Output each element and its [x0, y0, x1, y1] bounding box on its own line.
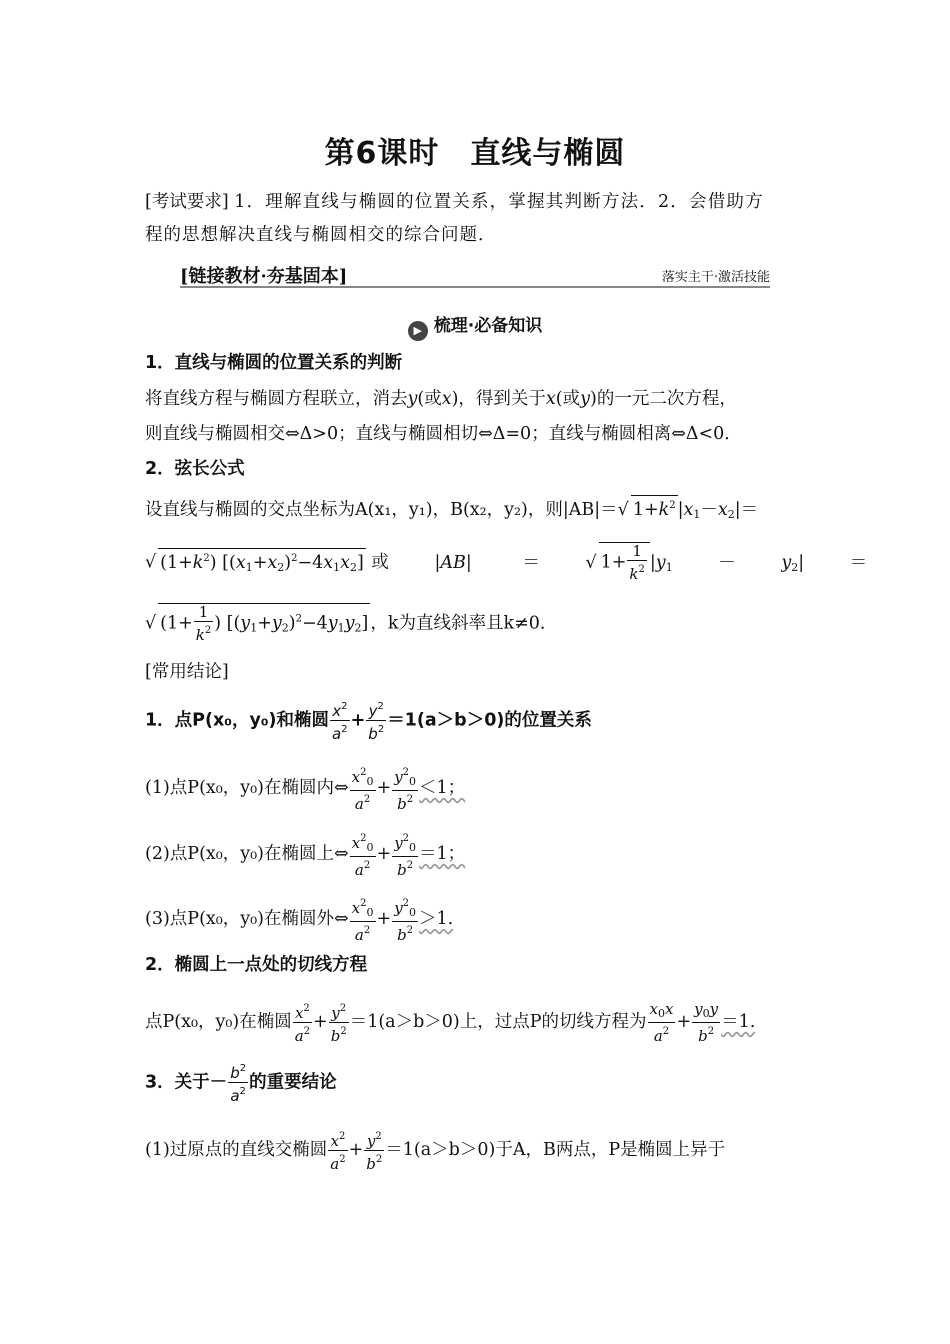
c1-item-2: (2)点P(x₀，y₀)在椭圆上⇔ $\frac{x^2_0}{a^2}$ + $\frac{y^2_0}{b^2}$ ＝1；: [145, 830, 465, 879]
c1-line: 1．点P(x₀，y₀)和椭圆 $\frac{x^2}{a^2}$ + $\frac{y^2}{b^2}$ ＝1(a＞b＞0)的位置关系: [145, 698, 592, 743]
section-heading-text: 梳理·必备知识: [433, 316, 543, 336]
c1-item-1: (1)点P(x₀，y₀)在椭圆内⇔ $\frac{x^2_0}{a^2}$ + $\frac{y^2_0}{b^2}$ ＜1；: [145, 764, 465, 813]
s1-line-2: 则直线与椭圆相交⇔Δ>0；直线与椭圆相切⇔Δ=0；直线与椭圆相离⇔Δ<0．: [145, 424, 742, 444]
r1-text: (1)过原点的直线交椭圆: [145, 1140, 328, 1160]
banner-left: [链接教材·夯基固本]: [180, 266, 348, 287]
s2-line-1-text: 设直线与椭圆的交点坐标为A(x₁，y₁)，B(x₂，y₂)，则|AB|＝: [145, 500, 618, 520]
requirements-text-1: 1．理解直线与椭圆的位置关系，掌握其判断方法．2．会借助方: [234, 192, 764, 212]
banner-rule: [180, 286, 770, 288]
s2-tail: ，k为直线斜率且k≠0．: [370, 613, 558, 634]
c2-heading: 2．椭圆上一点处的切线方程: [145, 955, 368, 975]
page-title: 第6课时 直线与椭圆: [324, 136, 626, 171]
p1-text: (1)点P(x₀，y₀)在椭圆内⇔: [145, 778, 349, 798]
p3-text: (3)点P(x₀，y₀)在椭圆外⇔: [145, 909, 349, 929]
s1-line-1b: ，得到关于: [458, 389, 546, 409]
s1-line-1: 将直线方程与椭圆方程联立，消去y(或x)，得到关于x(或y)的一元二次方程，: [145, 389, 737, 409]
c3-text-b: 的重要结论: [249, 1072, 337, 1093]
s2-heading: 2．弦长公式: [145, 459, 245, 479]
c2-line: 点P(x₀，y₀)在椭圆 $\frac{x^2}{a^2}$ + $\frac{y^2}{b^2}$ ＝1(a＞b＞0)上，过点P的切线方程为 $\frac{x_0x}{a^2}$ + $\frac{y_0y}{b^2}$ ＝1.: [145, 999, 756, 1045]
s2-line-3: √ (1+ $\frac{1}{k^2}$ ) $[(y_1+y_2)^2-4y_1y_2]$ ，k为直线斜率且k≠0．: [145, 603, 558, 644]
t1-mid: ＝1(a＞b＞0)上，过点P的切线方程为: [349, 1012, 647, 1032]
requirements-line-2: 程的思想解决直线与椭圆相交的综合问题．: [145, 225, 497, 245]
s2-or: 或: [371, 552, 389, 573]
r1-tail: ＝1(a＞b＞0)于A，B两点，P是椭圆上异于: [385, 1140, 726, 1160]
c1-tail: ＝1(a＞b＞0)的位置关系: [387, 710, 592, 731]
requirements-label: [考试要求]: [145, 192, 229, 212]
c1-item-3: (3)点P(x₀，y₀)在椭圆外⇔ $\frac{x^2_0}{a^2}$ + $\frac{y^2_0}{b^2}$ ＞1.: [145, 895, 453, 944]
banner-right: 落实主干·激活技能: [661, 270, 770, 285]
p3-tail: ＞1.: [419, 909, 454, 929]
t1-tail: ＝1.: [721, 1012, 756, 1032]
s1-line-1a: 将直线方程与椭圆方程联立，消去: [145, 389, 408, 409]
s2-line-2: √ $(1+k^2)$ $[(x_1+x_2)^2-4x_1x_2]$ 或 |AB| ＝ √ 1+ $\frac{1}{k^2}$ $|y_1 - y_2|$ ＝: [145, 542, 868, 583]
requirements-line-1: [145, 192, 764, 212]
s2-line-1: 设直线与椭圆的交点坐标为A(x₁，y₁)，B(x₂，y₂)，则|AB|＝√ $1+k^2$ $|x_1-x_2|=$: [145, 495, 758, 525]
c3-item-1: (1)过原点的直线交椭圆 $\frac{x^2}{a^2}$ + $\frac{y^2}{b^2}$ ＝1(a＞b＞0)于A，B两点，P是椭圆上异于: [145, 1128, 725, 1173]
p2-tail: ＝1；: [419, 844, 466, 864]
section-heading: [0, 311, 950, 341]
c3-text-a: 3．关于－: [145, 1072, 228, 1093]
s1-heading: 1．直线与椭圆的位置关系的判断: [145, 353, 403, 373]
conclusions-label: [常用结论]: [145, 662, 229, 682]
c1-text: 1．点P(x₀，y₀)和椭圆: [145, 710, 330, 731]
p2-text: (2)点P(x₀，y₀)在椭圆上⇔: [145, 844, 349, 864]
p1-tail: ＜1；: [419, 778, 466, 798]
t1-text: 点P(x₀，y₀)在椭圆: [145, 1012, 292, 1032]
c3-heading: 3．关于－ $\frac{b^2}{a^2}$ 的重要结论: [145, 1060, 337, 1105]
section-banner: [180, 262, 770, 286]
s1-line-1c: 的一元二次方程，: [596, 389, 737, 409]
play-icon: ▶: [408, 321, 428, 341]
